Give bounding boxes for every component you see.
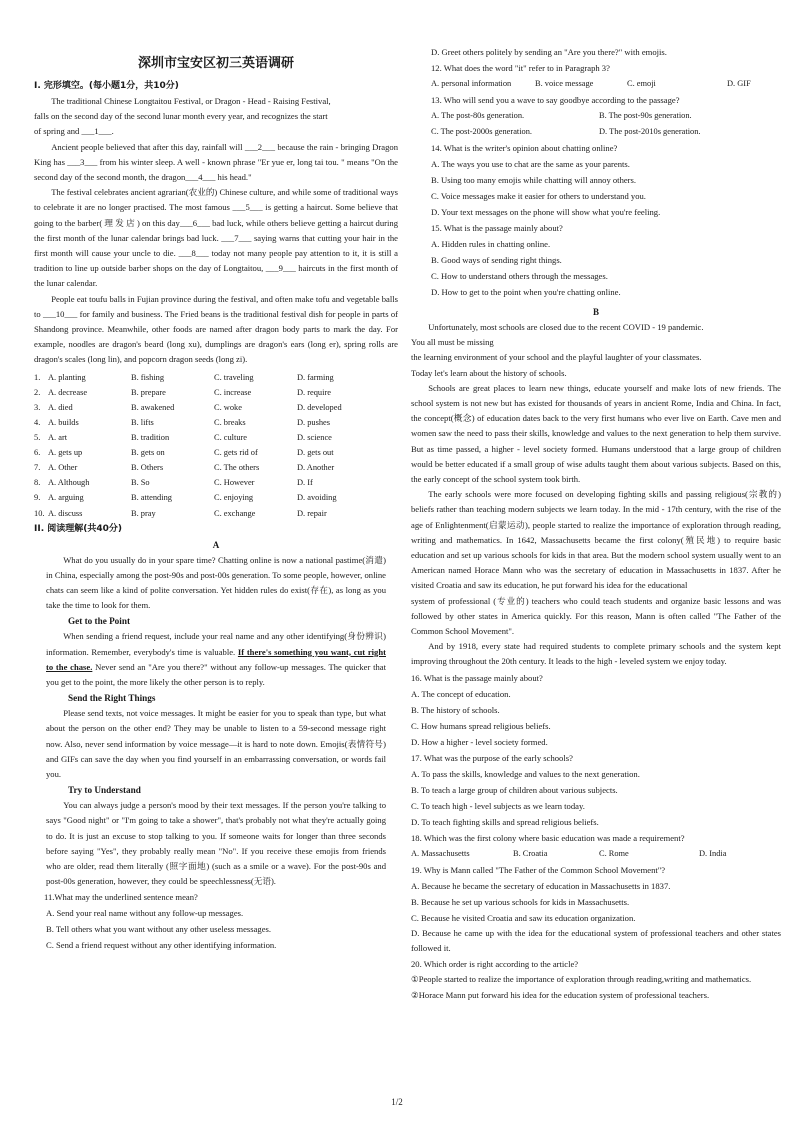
cloze-p1-line2: falls on the second day of the second lunar month every year, and recognizes the start — [34, 111, 328, 122]
section-1-heading: I. 完形填空。(每小题1分，共10分) — [34, 81, 179, 91]
passage-b-p0-line3: the learning environment of your school and the playful laughter of your classmates. — [411, 352, 702, 363]
passage-b-p0-line2: You all must be missing — [411, 337, 494, 348]
option-row: 8. A. Although B. So C. However D. If — [34, 478, 313, 488]
option-row: 6. A. gets up B. gets on C. gets rid of D. gets out — [34, 448, 334, 458]
passage-b-p1: Schools are great places to learn new things, educate yourself and make lots of new friends. The school system is not new but has existed for thousands of years in ancient Rome, India and China. In fact, the concept(概念) of education dates back to the very first humans who ever live on Earth. Cave men and women saw the need to pass their skills, knowledge and values to the next generation to help them survive. But as time passed, a higher - level society formed. Humans understood that a large group of children would be better educated if a small group of wise adults taught them about various subjects. Based on this, the early concept of the school system took birth. — [411, 382, 781, 485]
cloze-options — [34, 370, 398, 521]
page-title: 深圳市宝安区初三英语调研 — [137, 56, 294, 71]
question-17: 17. What was the purpose of the early schools? A. To pass the skills, knowledge and values to the next generation. B. To teach a large group of children about various subjects. C. To teach high - level subjects as we learn today. D. To teach fighting skills and spread religious beliefs. — [411, 752, 640, 827]
cloze-p2: Ancient people believed that after this day, rainfall will ___2___ because the rain - bringing Dragon King has ___3___ from his winter sleep. A well - known phrase "Er yue er, long tai tou. " means "On the second day of the second month, the dragon___4___ his head." — [34, 141, 398, 183]
option-row: 4. A. builds B. lifts C. breaks D. pushes — [34, 417, 331, 427]
cloze-p4: People eat toufu balls in Fujian province during the festival, and often make tofu and vegetable balls to ___10___ for family and business. The Fried beans is the traditional festival dish for people in parts of Shandong province. Meanwhile, other foods are named after dragon body parts to mark the day. For example, noodles are dragon's beard (long xu), dumplings are dragon's ears (long er), spring rolls are dragon's scales (long lin), and popcorn dragon seeds (long zi). — [34, 293, 398, 365]
left-column — [34, 78, 398, 953]
option-row: 2. A. decrease B. prepare C. increase D. require — [34, 387, 331, 397]
passage-a-body — [34, 553, 398, 890]
passage-a-p1: When sending a friend request, include your real name and any other identifying(身份辨识) information. Remember, everybody's time is valuable. If there's something you want, cut right to the chase. Never send an "Are you there?" without any follow-up messages. The quicker that you get to the point, the more likely the other person is to reply. — [46, 631, 387, 688]
passage-b-p0-line4: Today let's learn about the history of schools. — [411, 367, 567, 378]
passage-b-p4: And by 1918, every state had required students to complete primary schools and the system kept improving throughout the 20th century. It leads to the high - leveled system we enjoy today. — [411, 641, 781, 667]
cloze-p1-line1: The traditional Chinese Longtaitou Festival, or Dragon - Head - Raising Festival, — [51, 96, 331, 106]
page-number: 1/2 — [391, 1097, 403, 1107]
passage-b-p2: The early schools were more focused on developing fighting skills and passing religious(宗教的) beliefs rather than teaching modern subjects we learn today. In the mid - 17th century, with the rise of the age of Enlightenment(启蒙运动), people started to realize the importance of exploration through reading, writing and mathematics. In 1642, Massachusetts became the first colony(殖民地) to require basic education and set up various schools for kids in that area. But the modern school system usually went to an American named Horace Mann who was the secretary of education in Massachusetts in 1837. After he visited Croatia and saw its education, he put forward his idea for the educational — [411, 489, 781, 591]
cloze-p3: The festival celebrates ancient agrarian(农业的) Chinese culture, and while some of traditional ways to celebrate it are no longer practised. The most famous ___5___ is getting a haircut. Some believe that going to the barber( 理 发 店 ) on this day___6___ bad luck, while others believe getting a haircut during the first month of the lunar calendar brings bad luck. ___7___ saying warns that cutting your hair in the first month will cause your uncle to die. ___8___ today not many people pay attention to it, it is still a tradition to line up outside barber shops on the day of Longtaitou, ___9___ haircuts in the first month of the lunar calendar. — [34, 187, 398, 289]
right-column — [411, 44, 781, 1003]
question-16: 16. What is the passage mainly about? A. The concept of education. B. The history of schools. C. How humans spread religious beliefs. D. How a higher - level society formed. — [411, 672, 551, 747]
passage-b-p3: system of professional (专业的) teachers who could teach students and organize basic lessons and was followed by other states in America quickly. For this reason, Mann is often called "The Father of the Common School Movement". — [411, 595, 781, 637]
option-row: 9. A. arguing B. attending C. enjoying D. avoiding — [34, 493, 337, 503]
q11-option-d: D. Greet others politely by sending an "Are you there?" with emojis. — [431, 47, 667, 57]
passage-a-label: A — [212, 539, 220, 550]
question-15: 15. What is the passage mainly about? A. Hidden rules in chatting online. B. Good ways of sending right things. C. How to understand others through the messages. D. How to get to the point when you're chatting online. — [431, 223, 621, 297]
option-row: 5. A. art B. tradition C. culture D. science — [34, 433, 332, 443]
question-14: 14. What is the writer's opinion about chatting online? A. The ways you use to chat are the same as your parents. B. Using too many emojis while chatting will annoy others. C. Voice messages make it easier for others to understand you. D. Your text messages on the phone will show what you're feeling. — [431, 143, 661, 217]
question-12: 12. What does the word "it" refer to in Paragraph 3? A. personal information B. voice message C. emoji D. GIF — [431, 63, 751, 88]
question-18: 18. Which was the first colony where basic education was made a requirement? A. Massachusetts B. Croatia C. Rome D. India — [411, 832, 727, 858]
option-row: 3. A. died B. awakened C. woke D. developed — [34, 402, 342, 412]
question-19: 19. Why is Mann called "The Father of the Common School Movement"? A. Because he became the secretary of education in Massachusetts in 1837. B. Because he set up various schools for kids in Massachusetts. C. Because he visited Croatia and saw its education organization. D. Because he came up with the idea for the educational system of professional teachers and other states followed it. — [411, 864, 781, 953]
passage-a-p2: Please send texts, not voice messages. It might be easier for you to speak than type, but what about the person on the other end? They may be unable to listen to a 59-second message right now. Also, never send information by voice message—it is hard to note down. Emojis(表情符号) and GIFs can save the day when you find yourself in an embarrassing conversation, or words fail you. — [46, 708, 386, 780]
underlined-sentence: If there's something you want, cut right to the chase. — [46, 646, 386, 672]
question-11: 11.What may the underlined sentence mean? A. Send your real name without any follow-up messages. B. Tell others what you want without any other useless messages. C. Send a friend request without any other identifying information. — [44, 892, 277, 951]
option-row: 10. A. discuss B. pray C. exchange D. repair — [34, 508, 327, 518]
cloze-p1-line3: of spring and ___1___. — [34, 126, 114, 137]
passage-b-label: B — [592, 307, 599, 317]
heading-get-to-point: Get to the Point — [68, 616, 131, 627]
heading-send-right-things: Send the Right Things — [68, 693, 156, 704]
question-13: 13. Who will send you a wave to say goodbye according to the passage? A. The post-80s generation. B. The post-90s generation. C. The post-2000s generation. D. The post-2010s generation. — [431, 95, 701, 136]
option-row: 7. A. Other B. Others C. The others D. Another — [34, 463, 335, 473]
option-row: 1. A. planting B. fishing C. traveling D. farming — [34, 372, 334, 382]
heading-try-to-understand: Try to Understand — [68, 785, 141, 796]
section-2-heading: II. 阅读理解(共40分) — [34, 523, 123, 534]
passage-a-p3: You can always judge a person's mood by their text messages. If the person you're talking to says "Good night" or "I'm going to take a shower", that's probably not what they're actually going to do. It is just an excuse to stop talking to you. If someone waits for longer than three seconds before saying "Yes", they probably really mean "No". If you receive these emojis from friends who are older, read them literally (照字面地) (such as a smile or a wave). For the post-90s and post-00s generation, however, they could be speechlessness(无语). — [46, 800, 386, 887]
passage-b-p0-line1: Unfortunately, most schools are closed due to the recent COVID - 19 pandemic. — [428, 322, 704, 332]
passage-a-intro: What do you usually do in your spare time? Chatting online is now a national pastime(消遣) in China, especially among the post-90s and post-00s generation. To some people, however, online chats can seem like a kind of polite conversation. Yet hidden rules do exist(存在), as long as you take the time to look for them. — [46, 554, 386, 611]
question-20: 20. Which order is right according to the article? ①People started to realize the importance of exploration through reading,writing and mathematics. ②Horace Mann put forward his idea for the education system of professional teachers. — [411, 959, 752, 1001]
